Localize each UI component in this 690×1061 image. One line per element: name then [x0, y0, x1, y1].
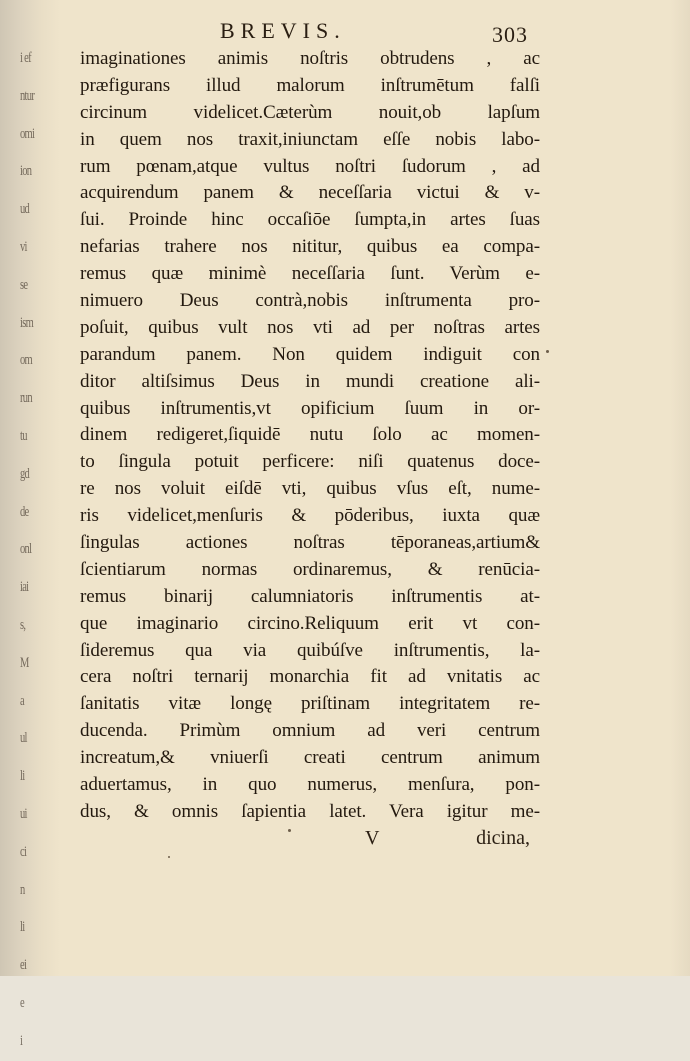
text-line: ſideremus qua via quibúſve inſtrumentis, la- — [80, 639, 540, 661]
ink-speck — [288, 829, 291, 832]
text-line: que imaginario circino.Reliquum erit vt con- — [80, 612, 540, 634]
text-line: to ſingula potuit perficere: niſi quatenus doce- — [80, 451, 540, 473]
text-line: ſanitatis vitæ longę priſtinam integritatem re- — [80, 693, 540, 715]
text-line: dinem redigeret,ſiquidē nutu ſolo ac momen- — [80, 424, 540, 446]
bleed-through-fragment: ci — [20, 843, 27, 860]
bleed-through-column — [20, 40, 46, 1061]
bleed-through-fragment: n — [20, 881, 25, 898]
signature-mark: V — [365, 827, 380, 849]
text-line: imaginationes animis noſtris obtrudens , ac — [80, 48, 540, 69]
page-header — [0, 16, 690, 50]
bleed-through-fragment: gd — [20, 465, 30, 482]
bleed-through-fragment: ui — [20, 805, 27, 822]
text-line: nefarias trahere nos nititur, quibus ea compa- — [80, 236, 540, 258]
bleed-through-fragment: ei — [20, 957, 27, 974]
page-footer — [80, 827, 530, 855]
bleed-through-fragment: run — [20, 390, 32, 407]
ink-speck — [546, 350, 549, 353]
text-line: circinum videlicet.Cæterùm nouit,ob lapſum — [80, 101, 540, 123]
text-line: ſui. Proinde hinc occaſiōe ſumpta,in artes ſuas — [80, 209, 540, 231]
text-line: cera noſtri ternarij monarchia fit ad vnitatis ac — [80, 666, 540, 688]
bleed-through-fragment: ntur — [20, 87, 35, 104]
bleed-through-fragment: de — [20, 503, 29, 520]
text-line: aduertamus, in quo numerus, menſura, pon- — [80, 774, 540, 796]
text-line: dus, & omnis ſapientia latet. Vera igitur me- — [80, 800, 540, 822]
text-line: increatum,& vniuerſi creati centrum animum — [80, 747, 540, 769]
bleed-through-fragment: onl — [20, 541, 32, 558]
text-line: ſcientiarum normas ordinaremus, & renūcia- — [80, 558, 540, 580]
bleed-through-fragment: ul — [20, 730, 27, 747]
text-line: parandum panem. Non quidem indiguit con — [80, 343, 540, 365]
bleed-through-fragment: li — [20, 919, 25, 936]
bleed-through-fragment: vi — [20, 238, 27, 255]
text-line: nimuero Deus contrà,nobis inſtrumenta pro- — [80, 290, 540, 312]
text-line: ditor altiſsimus Deus in mundi creatione ali- — [80, 370, 540, 392]
bleed-through-fragment: i ef — [20, 50, 31, 66]
body-text — [80, 46, 540, 826]
text-line: in quem nos traxit,iniunctam eſſe nobis labo- — [80, 128, 540, 150]
bleed-through-fragment: i — [20, 1032, 23, 1049]
text-line: remus binarij calumniatoris inſtrumentis at- — [80, 585, 540, 607]
text-line: rum pœnam,atque vultus noſtri ſudorum , ad — [80, 155, 540, 177]
bleed-through-fragment: tu — [20, 427, 27, 444]
text-line: ſingulas actiones noſtras tēporaneas,artium& — [80, 532, 540, 554]
bleed-through-fragment: iai — [20, 579, 29, 596]
text-line: quibus inſtrumentis,vt opificium ſuum in or- — [80, 397, 540, 419]
text-line: poſuit, quibus vult nos vti ad per noſtras artes — [80, 316, 540, 338]
bleed-through-fragment: ism — [20, 314, 34, 331]
bleed-through-fragment: ion — [20, 163, 32, 180]
bleed-through-fragment: ud — [20, 201, 30, 218]
text-line: ris videlicet,menſuris & pōderibus, iuxta quæ — [80, 505, 540, 527]
bleed-through-fragment: omi — [20, 125, 35, 142]
text-line: remus quæ minimè neceſſaria ſunt. Verùm e- — [80, 263, 540, 285]
bleed-through-fragment: li — [20, 768, 25, 785]
bleed-through-fragment: s, — [20, 616, 26, 633]
bleed-through-fragment: e — [20, 994, 24, 1011]
catchword: dicina, — [476, 827, 530, 849]
text-line: acquirendum panem & neceſſaria victui & v- — [80, 182, 540, 204]
page-edge — [670, 0, 690, 976]
running-head: BREVIS. — [220, 18, 346, 43]
bleed-through-fragment: a — [20, 692, 24, 709]
bleed-through-fragment: om — [20, 352, 33, 369]
page-number: 303 — [492, 22, 528, 47]
bleed-through-fragment: se — [20, 276, 28, 293]
ink-speck — [168, 856, 170, 858]
bleed-through-fragment: M — [20, 654, 29, 671]
text-line: ducenda. Primùm omnium ad veri centrum — [80, 720, 540, 742]
text-line: re nos voluit eiſdē vti, quibus vſus eſt, nume- — [80, 478, 540, 500]
text-line: præfigurans illud malorum inſtrumētum falſi — [80, 74, 540, 96]
